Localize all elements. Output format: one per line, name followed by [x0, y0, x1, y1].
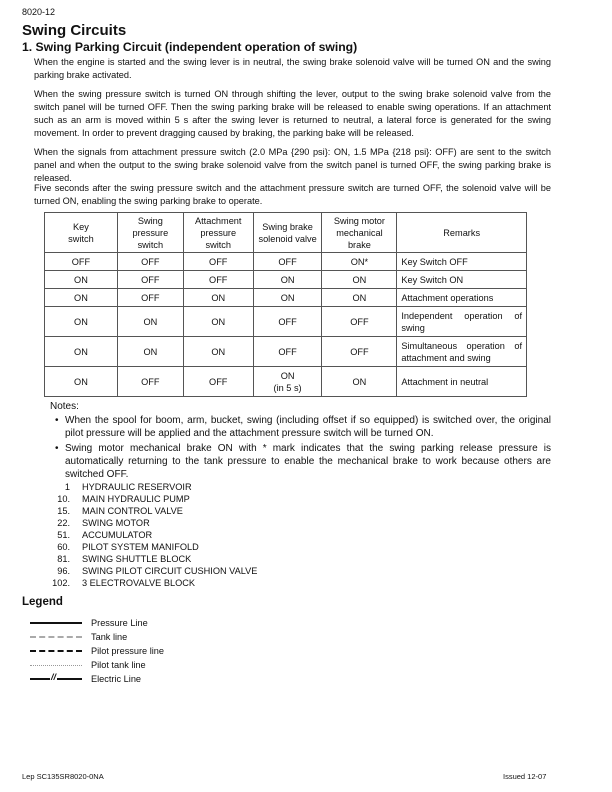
part-name: ACCUMULATOR — [82, 530, 153, 540]
part-item — [30, 577, 257, 589]
footer-document-id: Lep SC135SR8020-0NA — [22, 772, 104, 781]
cell: OFF — [322, 337, 397, 367]
cell-remarks: Independent operation of swing — [397, 307, 527, 337]
cell: ON — [45, 271, 118, 289]
parts-list — [30, 481, 257, 589]
legend — [30, 616, 164, 686]
part-number: 51. — [57, 530, 70, 540]
table-row — [45, 367, 527, 397]
pressure-line-icon — [30, 618, 82, 628]
cell — [253, 367, 322, 397]
cell: ON — [45, 307, 118, 337]
cell: ON — [45, 289, 118, 307]
legend-item-pilot-pressure-line — [30, 644, 164, 658]
note-item — [55, 442, 551, 481]
notes-list — [55, 414, 551, 483]
legend-label: Electric Line — [91, 674, 142, 684]
footer-issue-date: Issued 12-07 — [503, 772, 547, 781]
part-name: SWING MOTOR — [82, 518, 150, 528]
cell: OFF — [117, 271, 183, 289]
cell: ON — [183, 307, 253, 337]
note-text: Swing motor mechanical brake ON with * mark indicates that the swing parking release pressure is automatically returning to the tank pressure to enable the mechanical brake to work because others are switched OFF. — [65, 443, 551, 480]
cell: OFF — [322, 307, 397, 337]
header-attachment-pressure-switch: Attachment pressure switch — [183, 213, 253, 253]
cell: ON — [183, 337, 253, 367]
cell-line: ON — [280, 370, 295, 381]
tank-line-icon — [30, 632, 82, 642]
bullet-icon: • — [55, 443, 59, 454]
paragraph: When the swing pressure switch is turned ON through shifting the lever, output to the swing brake solenoid valve from the switch panel will be turned OFF. Then the swing parking brake will be released to enable swing operations. If an attachment such as an arm is moved within 5 s after the swing lever is returned to neutral, a lateral force is generated for the swing movement. In order to prevent dragging caused by braking, the parking bake will be released. — [34, 89, 551, 138]
table-row — [45, 289, 527, 307]
pilot-pressure-line-icon — [30, 646, 82, 656]
note-item — [55, 414, 551, 440]
table-row — [45, 337, 527, 367]
header-swing-pressure-switch: Swing pressure switch — [117, 213, 183, 253]
legend-item-electric-line — [30, 672, 164, 686]
part-name: PILOT SYSTEM MANIFOLD — [82, 542, 199, 552]
part-name: MAIN HYDRAULIC PUMP — [82, 494, 190, 504]
cell: ON — [117, 337, 183, 367]
cell-line: (in 5 s) — [273, 382, 302, 393]
electric-line-icon: // — [30, 674, 82, 684]
part-item — [30, 493, 257, 505]
cell: ON — [253, 289, 322, 307]
legend-label: Pressure Line — [91, 618, 148, 628]
part-name: HYDRAULIC RESERVOIR — [82, 482, 192, 492]
part-number: 60. — [57, 542, 70, 552]
part-name: SWING SHUTTLE BLOCK — [82, 554, 192, 564]
part-item — [30, 553, 257, 565]
table-row — [45, 271, 527, 289]
table-row — [45, 253, 527, 271]
legend-item-tank-line — [30, 630, 164, 644]
paragraph: When the engine is started and the swing lever is in neutral, the swing brake solenoid valve will be turned ON and the swing parking brake activated. — [34, 57, 551, 80]
part-item — [30, 565, 257, 577]
part-item — [30, 517, 257, 529]
legend-label: Pilot pressure line — [91, 646, 165, 656]
part-number: 96. — [57, 566, 70, 576]
header-key-switch: Key switch — [45, 213, 118, 253]
notes-label: Notes: — [50, 401, 79, 412]
legend-label: Tank line — [91, 632, 128, 642]
cell: ON — [45, 337, 118, 367]
part-number: 10. — [57, 494, 70, 504]
cell-remarks: Key Switch OFF — [397, 253, 527, 271]
cell: ON — [183, 289, 253, 307]
cell: ON — [117, 307, 183, 337]
swing-parking-table — [44, 212, 527, 397]
section-title: 1. Swing Parking Circuit (independent operation of swing) — [22, 40, 358, 54]
legend-title: Legend — [22, 596, 63, 608]
legend-label: Pilot tank line — [91, 660, 146, 670]
header-swing-brake-solenoid-valve: Swing brake solenoid valve — [253, 213, 322, 253]
cell: ON — [322, 289, 397, 307]
cell-remarks: Attachment in neutral — [397, 367, 527, 397]
part-name: MAIN CONTROL VALVE — [82, 506, 183, 516]
part-item — [30, 529, 257, 541]
cell: OFF — [117, 367, 183, 397]
cell: OFF — [117, 253, 183, 271]
header-swing-motor-mechanical-brake: Swing motor mechanical brake — [322, 213, 397, 253]
cell-remarks: Attachment operations — [397, 289, 527, 307]
header-remarks: Remarks — [397, 213, 527, 253]
cell: OFF — [253, 307, 322, 337]
cell: OFF — [183, 271, 253, 289]
part-number: 1 — [64, 482, 70, 492]
part-number: 102. — [52, 578, 70, 588]
part-name: SWING PILOT CIRCUIT CUSHION VALVE — [82, 566, 258, 576]
paragraph: When the signals from attachment pressure switch (2.0 MPa {290 psi}: ON, 1.5 MPa {218 psi}: OFF) are sent to the switch panel and when the output to the swing brake solenoid valve from the switch panel is turned OFF, the swing parking brake is released. — [34, 147, 551, 183]
cell: OFF — [183, 253, 253, 271]
cell: ON — [45, 367, 118, 397]
cell: ON* — [322, 253, 397, 271]
cell-remarks: Key Switch ON — [397, 271, 527, 289]
paragraph: Five seconds after the swing pressure switch and the attachment pressure switch are turned OFF, the solenoid valve will be turned ON, enabling the swing parking brake to operate. — [34, 183, 551, 206]
cell: OFF — [183, 367, 253, 397]
cell: ON — [322, 271, 397, 289]
part-number: 15. — [57, 506, 70, 516]
page-title: Swing Circuits — [22, 22, 127, 39]
table-header-row — [45, 213, 527, 253]
part-item — [30, 481, 257, 493]
legend-item-pilot-tank-line — [30, 658, 164, 672]
part-item — [30, 541, 257, 553]
legend-item-pressure-line — [30, 616, 164, 630]
pilot-tank-line-icon — [30, 660, 82, 670]
bullet-icon: • — [55, 415, 59, 426]
part-number: 22. — [57, 518, 70, 528]
cell: ON — [322, 367, 397, 397]
note-text: When the spool for boom, arm, bucket, swing (including offset if so equipped) is switched over, the original pilot pressure will be applied and the attachment pressure switch will be turned ON. — [65, 415, 551, 439]
cell-remarks: Simultaneous operation of attachment and swing — [397, 337, 527, 367]
part-name: 3 ELECTROVALVE BLOCK — [82, 578, 196, 588]
cell: OFF — [253, 337, 322, 367]
page-number: 8020-12 — [22, 7, 56, 17]
cell: ON — [253, 271, 322, 289]
table-row — [45, 307, 527, 337]
part-item — [30, 505, 257, 517]
cell: OFF — [117, 289, 183, 307]
cell: OFF — [45, 253, 118, 271]
part-number: 81. — [57, 554, 70, 564]
cell: OFF — [253, 253, 322, 271]
